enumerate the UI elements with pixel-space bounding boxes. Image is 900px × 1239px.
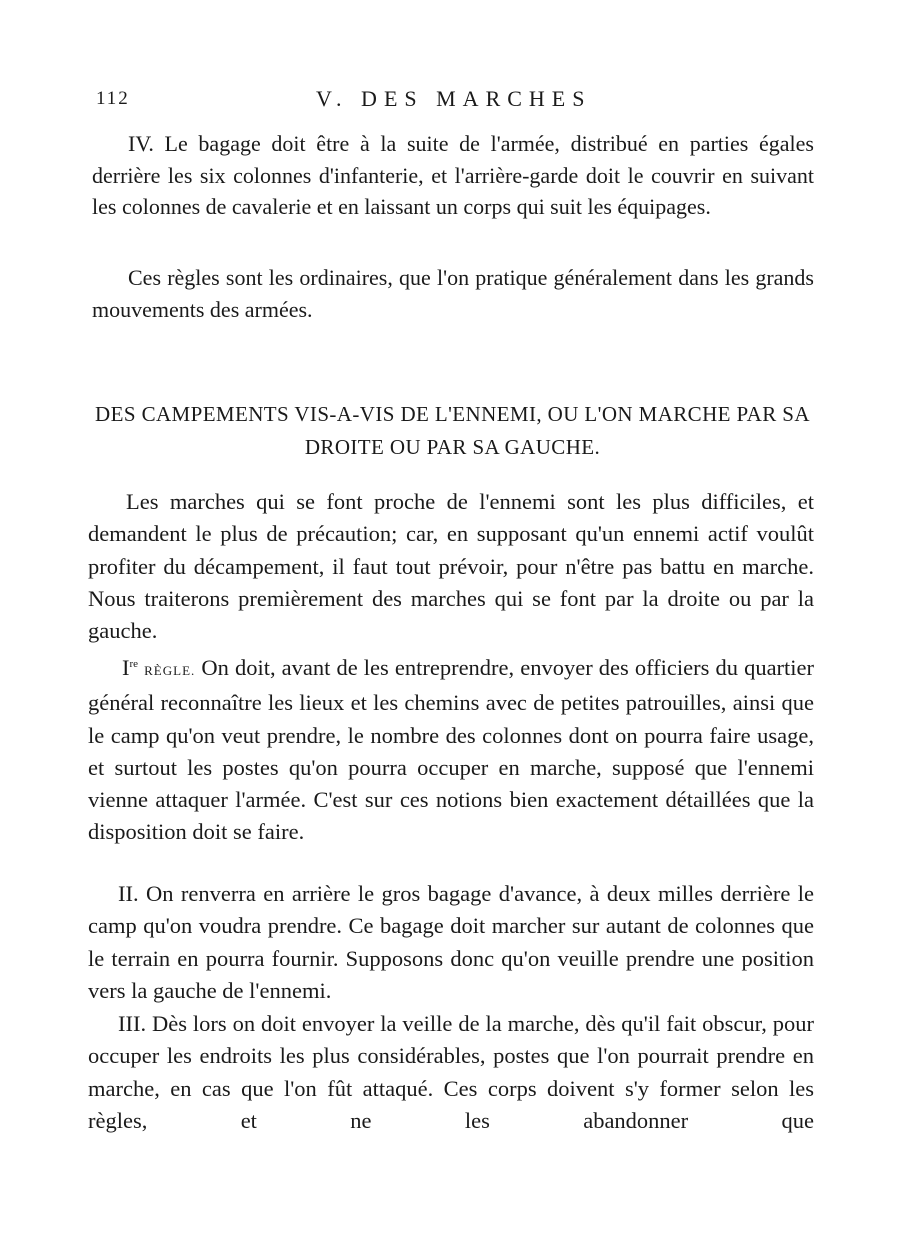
paragraph-rules-summary bbox=[92, 262, 814, 325]
paragraph-rule-2 bbox=[88, 878, 814, 1007]
section-title: DES CAMPEMENTS VIS-A-VIS DE L'ENNEMI, OU L'ON MARCHE PAR SA DROITE OU PAR SA GAUCHE. bbox=[95, 402, 810, 459]
paragraph-intro-text: Les marches qui se font proche de l'ennemi sont les plus difficiles, et demandent le plus de précaution; car, en supposant qu'un ennemi actif voulût profiter du décampement, il faut tout prévoir, pour n'être pas battu en marche. Nous traiterons premièrement des marches qui se font par la droite ou par la gauche. bbox=[88, 489, 814, 644]
paragraph-iv bbox=[92, 128, 814, 223]
rule-1-superscript: re bbox=[129, 658, 139, 670]
rule-1-numeral: I bbox=[122, 655, 130, 680]
rule-2-text: II. On renverra en arrière le gros bagage d'avance, à deux milles derrière le camp qu'on voudra prendre. Ce bagage doit marcher sur autant de colonnes que le terrain en pourra fournir. Supposons donc qu'on veuille prendre une position vers la gauche de l'ennemi. bbox=[88, 881, 814, 1003]
paragraph-rule-1 bbox=[88, 648, 814, 849]
paragraph-rules-summary-text: Ces règles sont les ordinaires, que l'on pratique généralement dans les grands mouvements des armées. bbox=[92, 265, 814, 322]
rule-1-text: On doit, avant de les entreprendre, envoyer des officiers du quartier général reconnaître les lieux et les chemins avec de petites patrouilles, ainsi que le camp qu'on veut prendre, le nombre des colonnes dont on pourra faire usage, et surtout les postes qu'on pourra occuper en marche, supposé que l'ennemi vienne attaquer l'armée. C'est sur ces notions bien exactement détaillées que la disposition doit se faire. bbox=[88, 655, 815, 845]
running-header bbox=[96, 86, 816, 116]
page-number: 112 bbox=[96, 88, 130, 109]
paragraph-intro bbox=[88, 486, 814, 647]
paragraph-iv-text: IV. Le bagage doit être à la suite de l'armée, distribué en parties égales derrière les six colonnes d'infanterie, et l'arrière-garde doit le couvrir en suivant les colonnes de cavalerie et en laissant un corps qui suit les équipages. bbox=[92, 131, 814, 219]
paragraph-rule-3 bbox=[88, 1008, 814, 1137]
running-title: V. DES MARCHES bbox=[316, 86, 592, 111]
rule-3-text: III. Dès lors on doit envoyer la veille de la marche, dès qu'il fait obscur, pour occuper les endroits les plus considérables, postes que l'on pourrait prendre en marche, en cas que l'on fût attaqué. Ces corps doivent s'y former selon les règles, et ne les abandonner que bbox=[88, 1011, 814, 1133]
rule-1-label: RÈGLE. bbox=[144, 663, 196, 678]
